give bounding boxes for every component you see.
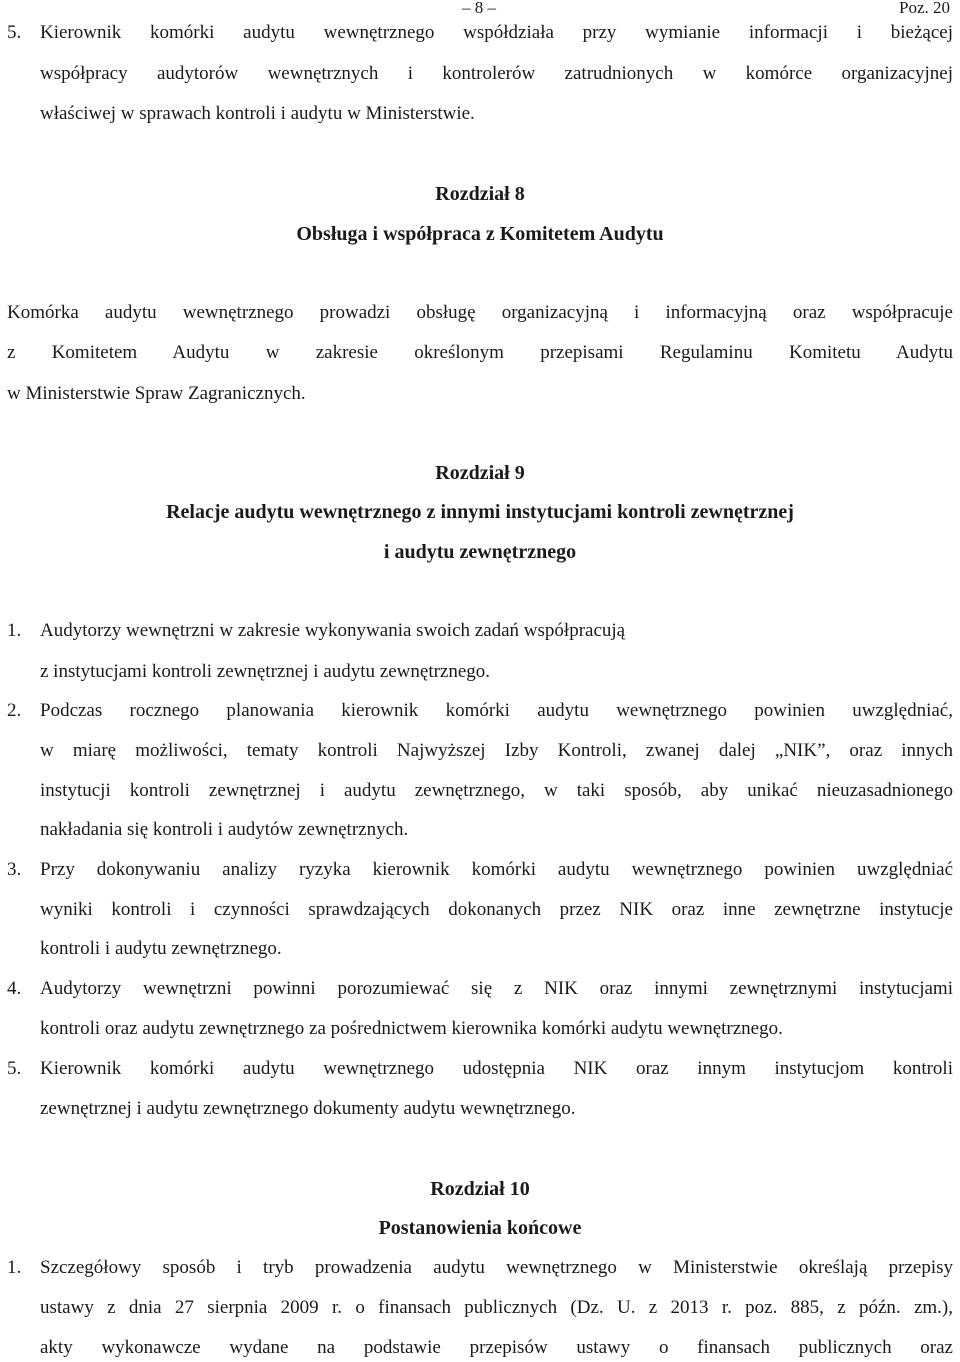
item-text-line: instytucji kontroli zewnętrznej i audytu zewnętrznego, w taki sposób, aby unikać nieuzasadnionego (40, 780, 953, 801)
document-position: Poz. 20 (899, 0, 950, 17)
item-text-line: w miarę możliwości, tematy kontroli Najwyższej Izby Kontroli, zwanej dalej „NIK”, oraz innych (40, 740, 953, 761)
chapter-title: Rozdział 9 (435, 462, 525, 484)
item-text-line: Podczas rocznego planowania kierownik komórki audytu wewnętrznego powinien uwzględniać, (40, 700, 953, 721)
paragraph-line: Komórka audytu wewnętrznego prowadzi obsługę organizacyjną i informacyjną oraz współpracuje (7, 302, 953, 323)
item-number: 4. (7, 978, 22, 999)
page-number: – 8 – (462, 0, 496, 17)
item-text-line: akty wykonawcze wydane na podstawie przepisów ustawy o finansach publicznych oraz (40, 1337, 953, 1358)
item-text-line: Szczegółowy sposób i tryb prowadzenia audytu wewnętrznego w Ministerstwie określają przepisy (40, 1257, 953, 1278)
item-text-line: z instytucjami kontroli zewnętrznej i audytu zewnętrznego. (40, 661, 491, 682)
paragraph-line: w Ministerstwie Spraw Zagranicznych. (7, 383, 306, 404)
item-number: 5. (7, 1058, 22, 1079)
item-text-line: nakładania się kontroli i audytów zewnętrznych. (40, 819, 409, 840)
item-text-line: współpracy audytorów wewnętrznych i kontrolerów zatrudnionych w komórce organizacyjnej (40, 63, 953, 84)
paragraph-line: z Komitetem Audytu w zakresie określonym przepisami Regulaminu Komitetu Audytu (7, 342, 953, 363)
item-text-line: wyniki kontroli i czynności sprawdzających dokonanych przez NIK oraz inne zewnętrzne instytucje (40, 899, 953, 920)
chapter-subtitle: Obsługa i współpraca z Komitetem Audytu (296, 223, 664, 245)
chapter-title: Rozdział 8 (435, 183, 525, 205)
item-number: 5. (7, 22, 22, 43)
chapter-subtitle: Relacje audytu wewnętrznego z innymi instytucjami kontroli zewnętrznej (166, 501, 794, 523)
item-text-line: Kierownik komórki audytu wewnętrznego współdziała przy wymianie informacji i bieżącej (40, 22, 953, 43)
item-number: 1. (7, 1257, 22, 1278)
chapter-title: Rozdział 10 (430, 1178, 530, 1200)
item-text-line: właściwej w sprawach kontroli i audytu w Ministerstwie. (40, 103, 475, 124)
item-text-line: Audytorzy wewnętrzni w zakresie wykonywania swoich zadań współpracują (40, 620, 626, 641)
item-number: 2. (7, 700, 22, 721)
item-text-line: ustawy z dnia 27 sierpnia 2009 r. o finansach publicznych (Dz. U. z 2013 r. poz. 885, z późn. zm.), (40, 1297, 953, 1318)
chapter-subtitle: i audytu zewnętrznego (383, 541, 577, 563)
item-text-line: kontroli oraz audytu zewnętrznego za pośrednictwem kierownika komórki audytu wewnętrznego. (40, 1018, 783, 1039)
item-text-line: Kierownik komórki audytu wewnętrznego udostępnia NIK oraz innym instytucjom kontroli (40, 1058, 953, 1079)
item-text-line: kontroli i audytu zewnętrznego. (40, 938, 282, 959)
item-text-line: zewnętrznej i audytu zewnętrznego dokumenty audytu wewnętrznego. (40, 1098, 576, 1119)
item-text-line: Audytorzy wewnętrzni powinni porozumiewać się z NIK oraz innymi zewnętrznymi instytucjami (40, 978, 953, 999)
item-text-line: Przy dokonywaniu analizy ryzyka kierownik komórki audytu wewnętrznego powinien uwzględniać (40, 859, 953, 880)
chapter-subtitle: Postanowienia końcowe (378, 1217, 582, 1239)
item-number: 3. (7, 859, 22, 880)
item-number: 1. (7, 620, 22, 641)
